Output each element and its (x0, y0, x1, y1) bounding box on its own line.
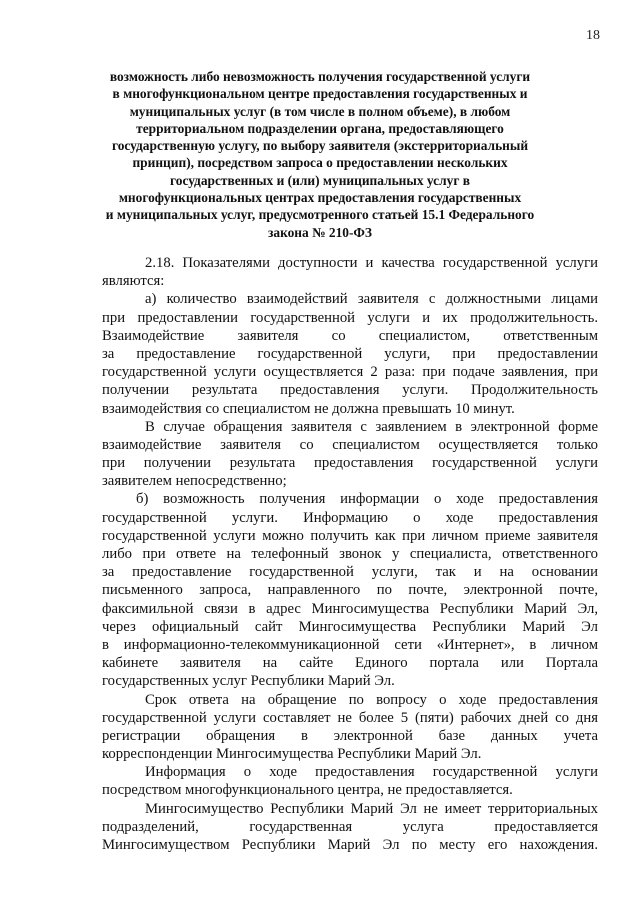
paragraph-b-line: государственной услуги можно получить как при личном приеме заявителя (102, 527, 598, 544)
paragraph-a-line: Взаимодействие заявителя со специалистом, ответственным (102, 327, 598, 344)
paragraph-a-line: взаимодействия со специалистом не должна превышать 10 минут. (102, 400, 515, 417)
paragraph-response-time-line: корреспонденции Мингосимущества Республики Марий Эл. (102, 746, 482, 763)
paragraph-territorial-line: Мингосимущество Республики Марий Эл не имеет территориальных (145, 800, 598, 817)
paragraph-territorial-line: Мингосимуществом Республики Марий Эл по месту его нахождения. (102, 837, 598, 853)
page-number: 18 (586, 28, 600, 43)
paragraph-a-line: а) количество взаимодействий заявителя с должностными лицами (145, 291, 598, 308)
paragraph-b-line: либо при ответе на телефонный звонок у специалиста, ответственного (102, 546, 598, 562)
paragraph-electronic-line: при получении результата предоставления государственной услуги (102, 455, 598, 472)
paragraph-mfc-line: Информация о ходе предоставления государственной услуги (145, 764, 598, 781)
paragraph-b-line: письменного запроса, направленного по почте, электронной почте, (102, 582, 598, 599)
paragraph-a-line: за предоставление государственной услуги, при предоставлении (102, 345, 598, 362)
heading-line: и муниципальных услуг, предусмотренного статьей 15.1 Федерального (105, 207, 535, 223)
paragraph-b-line: факсимильной связи в адрес Мингосимущества Республики Марий Эл, (102, 600, 598, 617)
paragraph-2-18-line: являются: (102, 273, 165, 290)
paragraph-electronic-line: В случае обращения заявителя с заявлением в электронной форме (145, 418, 598, 435)
paragraph-b-line: через официальный сайт Мингосимущества Республики Марий Эл (102, 618, 598, 635)
heading-line: государственную услугу, по выбору заявителя (экстерриториальный (111, 138, 529, 154)
paragraph-a-line: при предоставлении государственной услуги и их продолжительность. (102, 309, 598, 326)
body-text (102, 254, 598, 854)
paragraph-b-line: кабинете заявителя на сайте Единого портала или Портала (102, 655, 598, 672)
heading-line: муниципальных услуг (в том числе в полном объеме), в любом (129, 103, 511, 119)
heading-line: многофункциональных центрах предоставления государственных (118, 190, 522, 206)
section-heading (100, 68, 540, 241)
paragraph-2-18-line: 2.18. Показателями доступности и качества государственной услуги (145, 255, 598, 271)
heading-line: в многофункциональном центре предоставления государственных и (112, 86, 528, 102)
heading-line: территориальном подразделении органа, предоставляющего (136, 120, 504, 136)
paragraph-b-line: в информационно-телекоммуникационной сети «Интернет», в личном (102, 636, 598, 653)
paragraph-territorial-line: подразделений, государственная услуга предоставляется (102, 818, 598, 835)
paragraph-a-line: получении результата предоставления услуги. Продолжительность (102, 382, 598, 399)
paragraph-response-time-line: государственной услуги составляет не более 5 (пяти) рабочих дней со дня (102, 709, 598, 726)
heading-line: закона № 210-ФЗ (268, 224, 372, 240)
heading-line: государственных и (или) муниципальных услуг в (170, 172, 470, 188)
heading-line: принцип), посредством запроса о предоставлении нескольких (132, 155, 508, 171)
paragraph-response-time-line: Срок ответа на обращение по вопросу о ходе предоставления (145, 691, 598, 708)
paragraph-b-line: б) возможность получения информации о ходе предоставления (136, 491, 598, 508)
paragraph-response-time-line: регистрации обращения в электронной базе данных учета (102, 727, 598, 744)
heading-line: возможность либо невозможность получения государственной услуги (109, 69, 531, 84)
paragraph-a-line: государственной услуги осуществляется 2 раза: при подаче заявления, при (102, 364, 598, 381)
paragraph-mfc-line: посредством многофункционального центра, не предоставляется. (102, 782, 513, 799)
paragraph-b-line: государственной услуги. Информацию о ходе предоставления (102, 509, 598, 526)
paragraph-b-line: за предоставление государственной услуги, так и на основании (102, 564, 598, 581)
paragraph-electronic-line: заявителем непосредственно; (102, 473, 287, 490)
paragraph-b-line: государственных услуг Республики Марий Эл. (102, 673, 395, 690)
paragraph-electronic-line: взаимодействие заявителя со специалистом осуществляется только (102, 436, 598, 453)
